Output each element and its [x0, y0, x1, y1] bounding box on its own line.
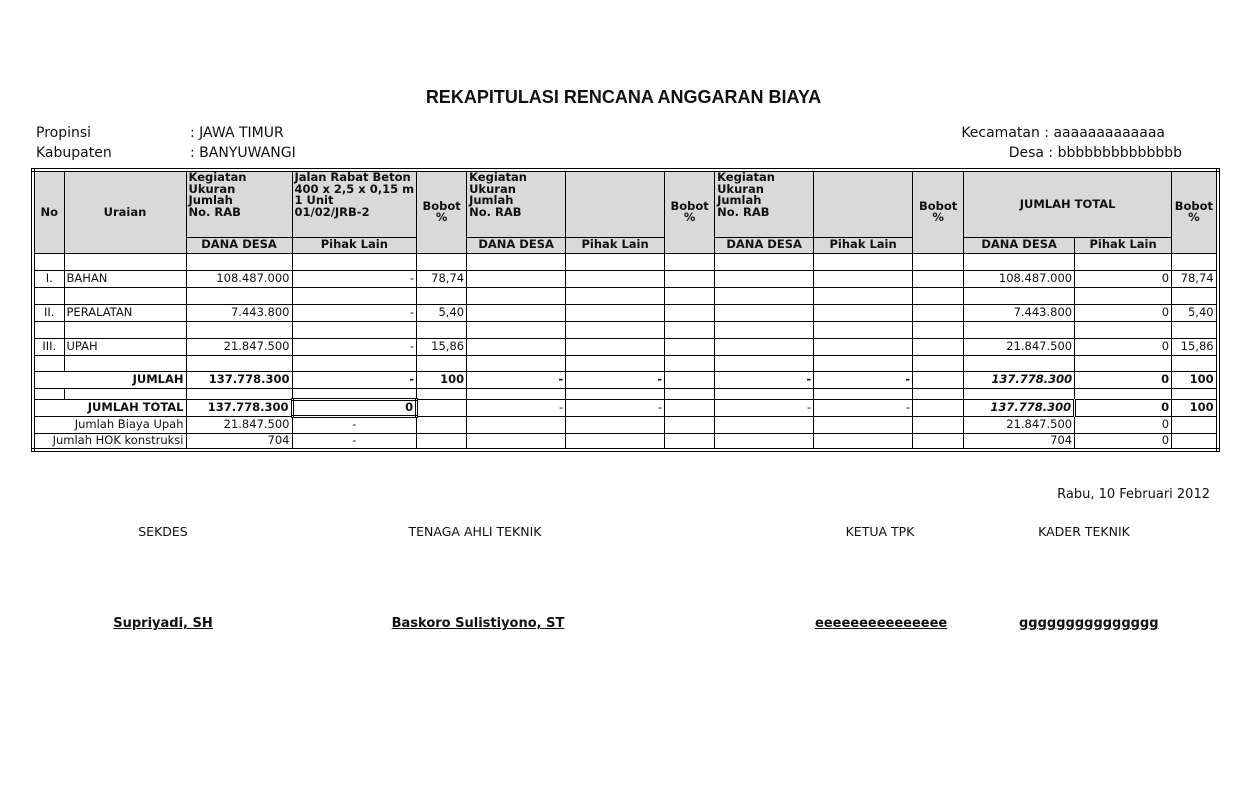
- row-bobot: 78,74: [417, 270, 467, 287]
- propinsi-value: : JAWA TIMUR: [190, 125, 284, 141]
- label-kegiatan: Kegiatan: [717, 170, 775, 184]
- row-uraian: UPAH: [64, 338, 186, 355]
- blank-row: [33, 287, 1218, 304]
- row-bobot: 15,86: [417, 338, 467, 355]
- jumlah-total-pihak-lain-total: 0: [1075, 399, 1172, 416]
- label-jumlah: Jumlah: [188, 193, 233, 207]
- header-jumlah-total: JUMLAH TOTAL: [964, 170, 1172, 237]
- header-dana-desa-3: DANA DESA: [715, 237, 814, 253]
- jumlah-dana-desa-1: 137.778.300: [186, 371, 292, 388]
- name-kader-teknik: ggggggggggggggg: [1019, 616, 1159, 631]
- name-tenaga-ahli-teknik: Baskoro Sulistiyono, ST: [391, 616, 565, 631]
- hok-pihak-lain-total: 0: [1075, 433, 1172, 450]
- value-kegiatan: Jalan Rabat Beton: [294, 170, 411, 184]
- header-uraian: Uraian: [64, 170, 186, 253]
- header-pihak-lain-1: Pihak Lain: [292, 237, 417, 253]
- jumlah-dana-desa-2: -: [467, 371, 566, 388]
- header-labels-1: [186, 170, 292, 237]
- row-no: II.: [33, 304, 64, 321]
- label-ukuran: Ukuran: [469, 181, 516, 196]
- desa: Desa : bbbbbbbbbbbbbb: [1008, 145, 1182, 161]
- header-dana-desa-2: DANA DESA: [467, 237, 566, 253]
- label-no-rab: No. RAB: [188, 204, 241, 219]
- jumlah-total-dana-desa-1: 137.778.300: [186, 399, 292, 416]
- row-bobot-total: 78,74: [1172, 270, 1218, 287]
- jumlah-pihak-lain-3: -: [814, 371, 913, 388]
- row-no: I.: [33, 270, 64, 287]
- row-pihak-lain-total: 0: [1075, 304, 1172, 321]
- jumlah-pihak-lain-total: 0: [1075, 371, 1172, 388]
- header-pihak-lain-2: Pihak Lain: [566, 237, 665, 253]
- name-ketua-tpk: eeeeeeeeeeeeeee: [815, 616, 948, 631]
- header-no: No: [33, 170, 64, 253]
- row-pihak-lain-total: 0: [1075, 338, 1172, 355]
- signature-date: Rabu, 10 Februari 2012: [1057, 487, 1210, 502]
- jumlah-bobot-1: 100: [417, 371, 467, 388]
- jumlah-total-pihak-lain-1: 0: [292, 399, 417, 416]
- header-bobot-1: [417, 170, 467, 253]
- header-pihak-lain-3: Pihak Lain: [814, 237, 913, 253]
- bobot-label: Bobot: [1174, 198, 1213, 213]
- table-row: [33, 304, 1218, 321]
- row-pihak-lain-total: 0: [1075, 270, 1172, 287]
- value-no-rab: 01/02/JRB-2: [294, 204, 370, 219]
- row-uraian: BAHAN: [64, 270, 186, 287]
- row-dana-desa-total: 108.487.000: [964, 270, 1075, 287]
- percent-label: %: [932, 210, 944, 225]
- hok-dana-desa-total: 704: [964, 433, 1075, 450]
- jumlah-dana-desa-3: -: [715, 371, 814, 388]
- row-bobot: 5,40: [417, 304, 467, 321]
- hok-row: [33, 433, 1218, 450]
- biaya-upah-row: [33, 416, 1218, 433]
- header-labels-3: [715, 170, 814, 237]
- label-kegiatan: Kegiatan: [188, 170, 247, 184]
- hok-pihak-lain: -: [292, 433, 417, 450]
- header-values-1: [292, 170, 417, 237]
- biaya-upah-dana-desa: 21.847.500: [186, 416, 292, 433]
- row-pihak-lain: -: [292, 304, 417, 321]
- header-labels-2: [467, 170, 566, 237]
- header-values-3: [814, 170, 913, 237]
- hok-label: Jumlah HOK konstruksi: [33, 433, 186, 450]
- label-no-rab: No. RAB: [717, 204, 770, 219]
- jumlah-total-dana-desa-2: -: [467, 399, 566, 416]
- table-row: [33, 338, 1218, 355]
- biaya-upah-pihak-lain-total: 0: [1075, 416, 1172, 433]
- role-tenaga-ahli-teknik: TENAGA AHLI TEKNIK: [408, 524, 542, 539]
- label-jumlah: Jumlah: [717, 193, 762, 207]
- biaya-upah-label: Jumlah Biaya Upah: [33, 416, 186, 433]
- value-ukuran: 400 x 2,5 x 0,15 m: [294, 181, 415, 196]
- jumlah-total-pihak-lain-2: -: [566, 399, 665, 416]
- hok-dana-desa: 704: [186, 433, 292, 450]
- jumlah-total-dana-desa-3: -: [715, 399, 814, 416]
- row-dana-desa: 7.443.800: [186, 304, 292, 321]
- jumlah-total-row: [33, 399, 1218, 416]
- kabupaten-label: Kabupaten: [36, 145, 112, 161]
- bobot-label: Bobot: [918, 198, 958, 213]
- row-dana-desa: 21.847.500: [186, 338, 292, 355]
- label-kegiatan: Kegiatan: [469, 170, 527, 184]
- header-bobot-2: [665, 170, 715, 253]
- header-values-2: [566, 170, 665, 237]
- row-pihak-lain: -: [292, 270, 417, 287]
- jumlah-dana-desa-total: 137.778.300: [964, 371, 1075, 388]
- role-kader-teknik: KADER TEKNIK: [1038, 524, 1130, 539]
- kabupaten-value: : BANYUWANGI: [190, 145, 296, 161]
- row-uraian: PERALATAN: [64, 304, 186, 321]
- table-row: [33, 270, 1218, 287]
- jumlah-pihak-lain-1: -: [292, 371, 417, 388]
- bobot-label: Bobot: [422, 198, 461, 213]
- name-sekdes: Supriyadi, SH: [113, 616, 213, 631]
- percent-label: %: [683, 210, 696, 225]
- row-bobot-total: 5,40: [1172, 304, 1218, 321]
- propinsi-label: Propinsi: [36, 125, 92, 141]
- document-title: REKAPITULASI RENCANA ANGGARAN BIAYA: [425, 87, 822, 107]
- row-no: III.: [33, 338, 64, 355]
- jumlah-total-label: JUMLAH TOTAL: [33, 399, 186, 416]
- jumlah-label: JUMLAH: [33, 371, 186, 388]
- header-pihak-lain-total: Pihak Lain: [1075, 237, 1172, 253]
- biaya-upah-dana-desa-total: 21.847.500: [964, 416, 1075, 433]
- jumlah-total-pihak-lain-3: -: [814, 399, 913, 416]
- bobot-label: Bobot: [670, 198, 709, 213]
- header-row-top: [33, 170, 1218, 237]
- row-dana-desa-total: 21.847.500: [964, 338, 1075, 355]
- label-ukuran: Ukuran: [188, 181, 236, 196]
- jumlah-total-bobot-total: 100: [1172, 399, 1218, 416]
- percent-label: %: [1188, 210, 1200, 225]
- jumlah-bobot-total: 100: [1172, 371, 1218, 388]
- jumlah-total-dana-desa-total: 137.778.300: [964, 399, 1075, 416]
- row-pihak-lain: -: [292, 338, 417, 355]
- blank-row: [33, 321, 1218, 338]
- label-no-rab: No. RAB: [469, 204, 522, 219]
- biaya-upah-pihak-lain: -: [292, 416, 417, 433]
- role-ketua-tpk: KETUA TPK: [845, 524, 915, 539]
- percent-label: %: [435, 210, 448, 225]
- header-dana-desa-total: DANA DESA: [964, 237, 1075, 253]
- jumlah-row: [33, 371, 1218, 388]
- label-jumlah: Jumlah: [469, 193, 514, 207]
- row-bobot-total: 15,86: [1172, 338, 1218, 355]
- blank-row: [33, 355, 1218, 371]
- blank-row: [33, 388, 1218, 399]
- blank-row: [33, 253, 1218, 270]
- rab-table: [31, 168, 1220, 452]
- header-dana-desa-1: DANA DESA: [186, 237, 292, 253]
- label-ukuran: Ukuran: [717, 181, 764, 196]
- header-bobot-total: [1172, 170, 1218, 253]
- value-jumlah: 1 Unit: [294, 193, 334, 207]
- role-sekdes: SEKDES: [138, 524, 188, 539]
- kecamatan: Kecamatan : aaaaaaaaaaaaa: [961, 125, 1165, 141]
- jumlah-pihak-lain-2: -: [566, 371, 665, 388]
- header-bobot-3: [913, 170, 964, 253]
- row-dana-desa-total: 7.443.800: [964, 304, 1075, 321]
- row-dana-desa: 108.487.000: [186, 270, 292, 287]
- header-row-sub: [33, 237, 1218, 253]
